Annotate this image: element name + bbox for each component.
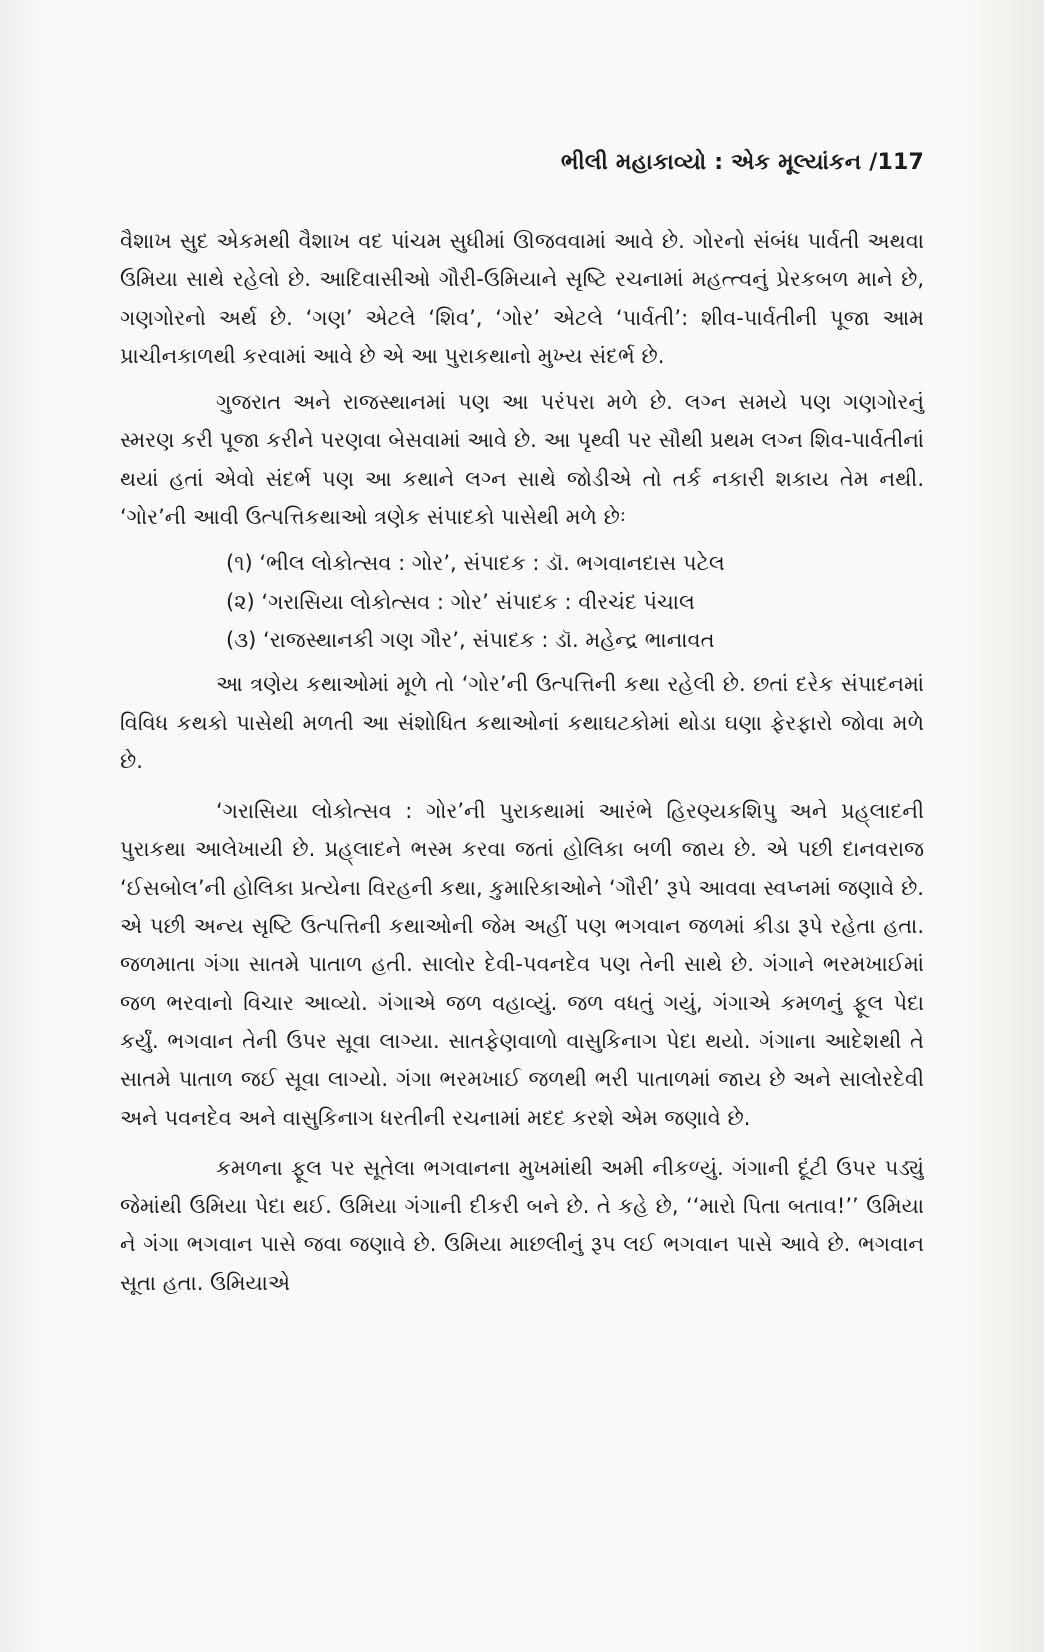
reference-item-3: (૩) ‘રાજસ્થાનકી ગણ ગૌર’, સંપાદક : ડૉ. મહેન્દ્ર ભાનાવત	[226, 627, 715, 652]
reference-item-1: (૧) ‘ભીલ લોકોત્સવ : ગોર’, સંપાદક : ડૉ. ભગવાનદાસ પટેલ	[226, 551, 725, 576]
reference-item-2: (૨) ‘ગરાસિયા લોકોત્સવ : ગોર’ સંપાદક : વીરચંદ પંચાલ	[226, 589, 695, 614]
paragraph-4: ‘ગરાસિયા લોકોત્સવ : ગોર’ની પુરાકથામાં આરંભે હિરણ્યકશિપુ અને પ્રહ્‌લાદની પુરાકથા આલેખાયી છે. પ્રહ્‌લાદને ભસ્મ કરવા જતાં હોલિકા બળી જાય છે. એ પછી દાનવરાજ ‘ઈસબોલ’ની હોલિકા પ્રત્યેના વિરહની કથા, કુમારિકાઓને ‘ગૌરી’ રૂપે આવવા સ્વપ્નમાં જણાવે છે. એ પછી અન્ય સૃષ્ટિ ઉત્પત્તિની કથાઓની જેમ અહીં પણ ભગવાન જળમાં કીડા રૂપે રહેતા હતા. જળમાતા ગંગા સાતમે પાતાળ હતી. સાલોર દેવી-પવનદેવ પણ તેની સાથે છે. ગંગાને ભરમખાઈમાં જળ ભરવાનો વિચાર આવ્યો. ગંગાએ જળ વહાવ્યું. જળ વધતું ગયું, ગંગાએ કમળનું ફૂલ પેદા કર્યું. ભગવાન તેની ઉપર સૂવા લાગ્યા. સાતફેણવાળો વાસુકિનાગ પેદા થયો. ગંગાના આદેશથી તે સાતમે પાતાળ જઈ સૂવા લાગ્યો. ગંગા ભરમખાઈ જળથી ભરી પાતાળમાં જાય છે અને સાલોરદેવી અને પવનદેવ અને વાસુકિનાગ ધરતીની રચનામાં મદદ કરશે એમ જણાવે છે.	[120, 799, 924, 1130]
reference-list	[120, 544, 924, 659]
running-header: ભીલી મહાકાવ્યો : એક મૂલ્યાંકન /117	[560, 150, 924, 175]
paragraph-1: વૈશાખ સુદ એકમથી વૈશાખ વદ પાંચમ સુધીમાં ઊજવવામાં આવે છે. ગોરનો સંબંધ પાર્વતી અથવા ઉમિયા સાથે રહેલો છે. આદિવાસીઓ ગૌરી-ઉમિયાને સૃષ્ટિ રચનામાં મહત્ત્વનું પ્રેરકબળ માને છે, ગણગોરનો અર્થ છે. ‘ગણ’ એટલે ‘શિવ’, ‘ગોર’ એટલે ‘પાર્વતી’: શીવ-પાર્વતીની પૂજા આમ પ્રાચીનકાળથી કરવામાં આવે છે એ આ પુરાકથાનો મુખ્ય સંદર્ભ છે.	[120, 229, 924, 368]
paragraph-2: ગુજરાત અને રાજસ્થાનમાં પણ આ પરંપરા મળે છે. લગ્ન સમયે પણ ગણગોરનું સ્મરણ કરી પૂજા કરીને પરણવા બેસવામાં આવે છે. આ પૃથ્વી પર સૌથી પ્રથમ લગ્ન શિવ-પાર્વતીનાં થયાં હતાં એવો સંદર્ભ પણ આ કથાને લગ્ન સાથે જોડીએ તો તર્ક નકારી શકાય તેમ નથી. ‘ગોર’ની આવી ઉત્પત્તિકથાઓ ત્રણેક સંપાદકો પાસેથી મળે છેઃ	[120, 390, 924, 530]
body-text	[120, 222, 924, 1302]
paragraph-3: આ ત્રણેય કથાઓમાં મૂળે તો ‘ગોર’ની ઉત્પત્તિની કથા રહેલી છે. છતાં દરેક સંપાદનમાં વિવિધ કથકો પાસેથી મળતી આ સંશોધિત કથાઓનાં કથાઘટકોમાં થોડા ઘણા ફેરફારો જોવા મળે છે.	[120, 672, 924, 773]
paragraph-5: કમળના ફૂલ પર સૂતેલા ભગવાનના મુખમાંથી અમી નીકળ્યું. ગંગાની દૂંટી ઉપર પડ્યું જેમાંથી ઉમિયા પેદા થઈ. ઉમિયા ગંગાની દીકરી બને છે. તે કહે છે, ‘‘મારો પિતા બતાવ!’’ ઉમિયા ને ગંગા ભગવાન પાસે જવા જણાવે છે. ઉમિયા માછલીનું રૂપ લઈ ભગવાન પાસે આવે છે. ભગવાન સૂતા હતા. ઉમિયાએ	[120, 1155, 924, 1295]
